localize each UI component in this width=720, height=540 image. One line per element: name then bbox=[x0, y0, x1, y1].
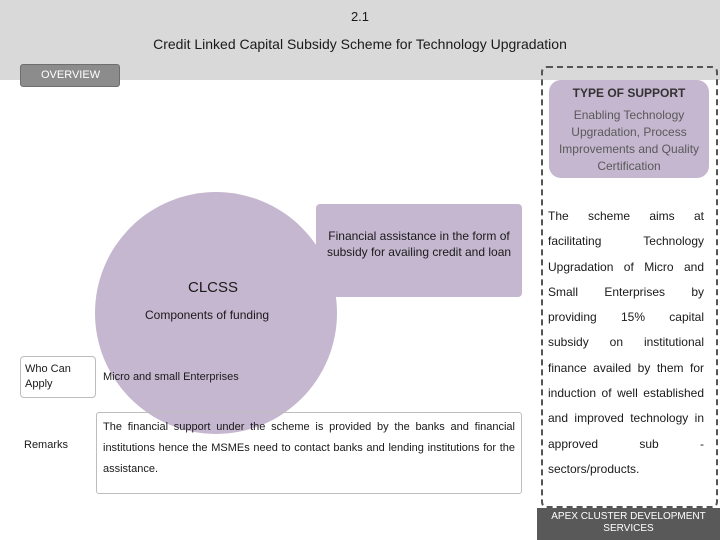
remarks-text: The financial support under the scheme is provided by the banks and financial institutions hence the MSMEs need to contact banks and lending institutions for the assistance. bbox=[96, 412, 522, 494]
type-of-support-box bbox=[549, 80, 709, 178]
clcss-label: CLCSS bbox=[188, 279, 239, 296]
who-can-apply-value: Micro and small Enterprises bbox=[103, 371, 239, 383]
type-of-support-title: TYPE OF SUPPORT bbox=[572, 86, 686, 100]
scheme-aims-text: The scheme aims at facilitating Technology Upgradation of Micro and Small Enterprises by providing 15% capital subsidy on institutional finance availed by them for induction of well established and improved technology in approved sub -sectors/products. bbox=[548, 209, 704, 476]
components-of-funding-label: Components of funding bbox=[145, 308, 270, 322]
page-title: Credit Linked Capital Subsidy Scheme for Technology Upgradation bbox=[153, 36, 567, 52]
financial-assistance-box: Financial assistance in the form of subsidy for availing credit and loan bbox=[316, 204, 522, 297]
remarks-label: Remarks bbox=[24, 439, 69, 451]
footer-branding: APEX CLUSTER DEVELOPMENT SERVICES bbox=[537, 508, 720, 540]
who-can-apply-label: Who Can Apply bbox=[20, 356, 96, 398]
overview-tab[interactable]: OVERVIEW bbox=[20, 64, 120, 87]
type-of-support-text: Enabling Technology Upgradation, Process Improvements and Quality Certification bbox=[558, 108, 700, 173]
section-number: 2.1 bbox=[350, 9, 370, 24]
